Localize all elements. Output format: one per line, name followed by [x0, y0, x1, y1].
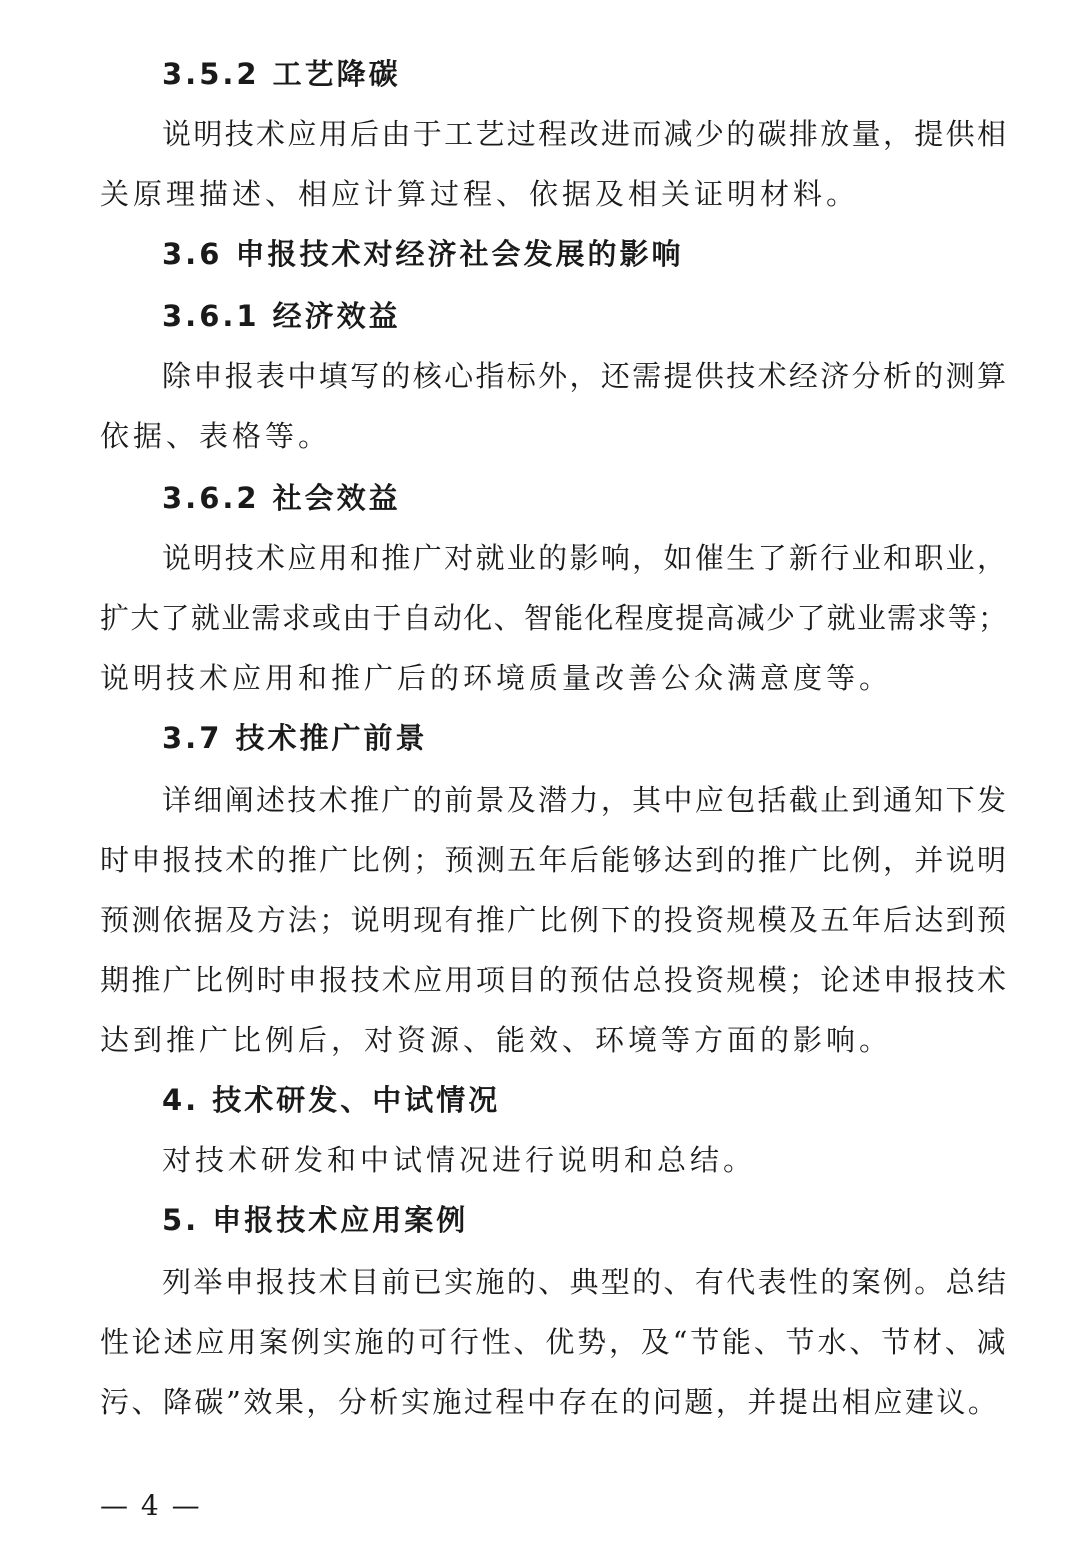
- paragraph-line: 除申报表中填写的核心指标外，还需提供技术经济分析的测算: [162, 359, 1008, 393]
- heading-4: 4. 技术研发、中试情况: [162, 1083, 501, 1117]
- heading-3-7: 3.7 技术推广前景: [162, 721, 428, 755]
- paragraph-line: 扩大了就业需求或由于自动化、智能化程度提高减少了就业需求等；: [100, 601, 1008, 635]
- paragraph-line: 依据、表格等。: [100, 419, 332, 453]
- paragraph-line: 期推广比例时申报技术应用项目的预估总投资规模；论述申报技术: [100, 963, 1008, 997]
- heading-3-6-2: 3.6.2 社会效益: [162, 481, 401, 515]
- heading-3-5-2: 3.5.2 工艺降碳: [162, 57, 401, 91]
- paragraph-line: 对技术研发和中试情况进行说明和总结。: [162, 1143, 757, 1177]
- heading-5: 5. 申报技术应用案例: [162, 1203, 469, 1237]
- paragraph-line: 性论述应用案例实施的可行性、优势，及“节能、节水、节材、减: [100, 1325, 1008, 1359]
- paragraph-line: 说明技术应用后由于工艺过程改进而减少的碳排放量，提供相: [162, 117, 1008, 151]
- paragraph-line: 列举申报技术目前已实施的、典型的、有代表性的案例。总结: [162, 1265, 1008, 1299]
- paragraph-line: 说明技术应用和推广对就业的影响，如催生了新行业和职业，: [162, 541, 1008, 575]
- paragraph-line: 说明技术应用和推广后的环境质量改善公众满意度等。: [100, 661, 893, 695]
- paragraph-line: 污、降碳”效果，分析实施过程中存在的问题，并提出相应建议。: [100, 1385, 1000, 1419]
- paragraph-line: 达到推广比例后，对资源、能效、环境等方面的影响。: [100, 1023, 893, 1057]
- heading-3-6: 3.6 申报技术对经济社会发展的影响: [162, 237, 684, 271]
- paragraph-line: 时申报技术的推广比例；预测五年后能够达到的推广比例，并说明: [100, 843, 1008, 877]
- paragraph-line: 预测依据及方法；说明现有推广比例下的投资规模及五年后达到预: [100, 903, 1008, 937]
- heading-3-6-1: 3.6.1 经济效益: [162, 299, 401, 333]
- paragraph-line: 关原理描述、相应计算过程、依据及相关证明材料。: [100, 177, 860, 211]
- paragraph-line: 详细阐述技术推广的前景及潜力，其中应包括截止到通知下发: [162, 783, 1008, 817]
- page-number: — 4 —: [100, 1489, 202, 1522]
